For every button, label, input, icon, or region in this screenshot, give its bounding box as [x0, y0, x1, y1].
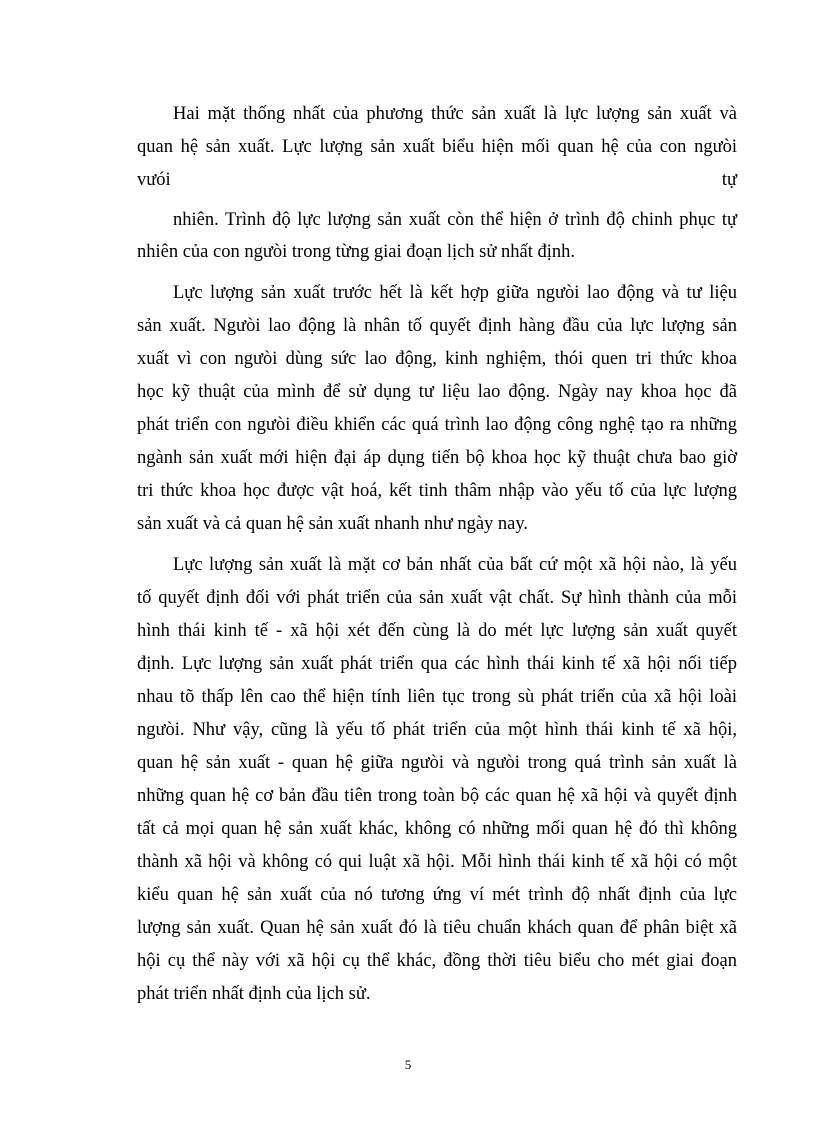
paragraph-line: những quan hệ cơ bản đầu tiên trong toàn bộ các quan hệ xã hội và quyết định	[137, 786, 737, 806]
paragraph-line: Lực lượng sản xuất trước hết là kết hợp giữa ngưòi lao động và tư liệu	[173, 283, 737, 303]
paragraph-line: sản xuất. Ngưòi lao động là nhân tố quyết định hàng đầu của lực lượng sản	[137, 316, 737, 336]
paragraph-line: thành xã hội và không có qui luật xã hội. Mỗi hình thái kinh tế xã hội có một	[137, 852, 737, 872]
paragraph-line: Lực lượng sản xuất là mặt cơ bản nhất của bất cứ một xã hội nào, là yếu	[173, 555, 737, 575]
paragraph-line: sản xuất và cả quan hệ sản xuất nhanh như ngày nay.	[137, 514, 529, 534]
paragraph-line: vưói tự	[137, 170, 737, 190]
paragraph-line: học kỹ thuật của mình để sử dụng tư liệu lao động. Ngày nay khoa học đã	[137, 382, 737, 402]
paragraph-line: ngưòi. Như vậy, cũng là yếu tố phát triển của một hình thái kinh tế xã hội,	[137, 720, 737, 740]
paragraph-line: kiểu quan hệ sản xuất của nó tương ứng ví mét trình độ nhất định của lực	[137, 885, 737, 905]
paragraph-line: hội cụ thể này với xã hội cụ thể khác, đồng thời tiêu biểu cho mét giai đoạn	[137, 951, 737, 971]
paragraph-line: ngành sản xuất mới hiện đại áp dụng tiến bộ khoa học kỹ thuật chưa bao giờ	[137, 448, 737, 468]
paragraph-line: nhau tõ thấp lên cao thể hiện tính liên tục trong sù phát triển của xã hội loài	[137, 687, 737, 707]
paragraph-line: xuất vì con ngưòi dùng sức lao động, kinh nghiệm, thói quen tri thức khoa	[137, 349, 737, 369]
paragraph-line: Hai mặt thống nhất của phương thức sản xuất là lực lượng sản xuất và	[173, 104, 737, 124]
paragraph-line: nhiên. Trình độ lực lượng sản xuất còn thể hiện ở trình độ chinh phục tự	[173, 210, 737, 230]
paragraph-line: tri thức khoa học được vật hoá, kết tinh thâm nhập vào yếu tố của lực lượng	[137, 481, 737, 501]
paragraph-line: hình thái kinh tế - xã hội xét đến cùng là do mét lực lượng sản xuất quyết	[137, 621, 737, 641]
paragraph-line: tố quyết định đối với phát triển của sản xuất vật chất. Sự hình thành của mỗi	[137, 588, 737, 608]
paragraph-line: định. Lực lượng sản xuất phát triển qua các hình thái kinh tế xã hội nối tiếp	[137, 654, 737, 674]
paragraph-line: lượng sản xuất. Quan hệ sản xuất đó là tiêu chuẩn khách quan để phân biệt xã	[137, 918, 737, 938]
paragraph-line: phát triển nhất định của lịch sử.	[137, 984, 371, 1004]
paragraph-line: phát triển con ngưòi điều khiển các quá trình lao động công nghệ tạo ra những	[137, 415, 737, 435]
page-number: 5	[404, 1057, 412, 1072]
paragraph-line: quan hệ sản xuất. Lực lượng sản xuất biểu hiện mối quan hệ của con ngưòi	[137, 137, 737, 157]
paragraph-line: tất cả mọi quan hệ sản xuất khác, không có những mối quan hệ đó thì không	[137, 819, 737, 839]
paragraph-line: nhiên của con ngưòi trong từng giai đoạn lịch sử nhất định.	[137, 242, 576, 262]
paragraph-line: quan hệ sản xuất - quan hệ giữa ngưòi và ngưòi trong quá trình sản xuất là	[137, 753, 737, 773]
